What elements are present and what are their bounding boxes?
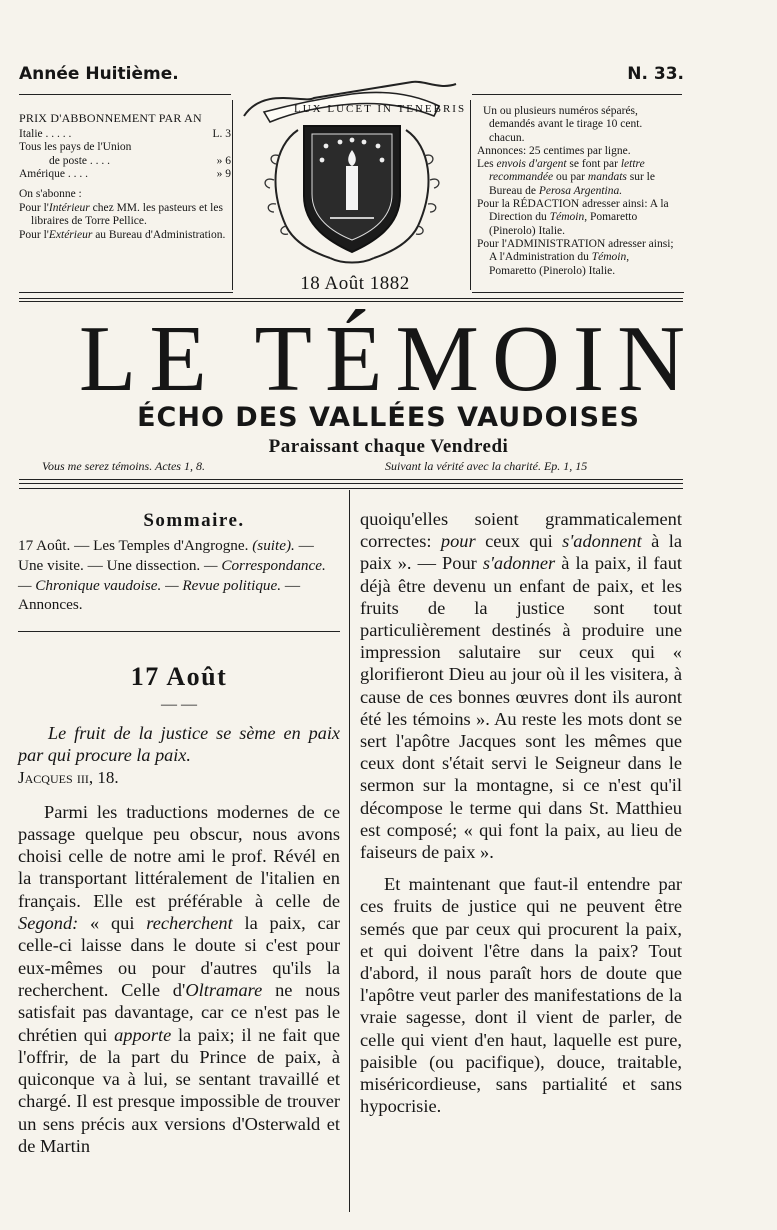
info-numbers: Un ou plusieurs numéros séparés, demandés avant le tirage 10 cent. chacun. bbox=[483, 105, 643, 144]
info-box bbox=[477, 105, 677, 278]
top-rule-left bbox=[19, 94, 231, 95]
info-envois: Les envois d'argent se font par lettre recommandée ou par mandats sur le Bureau de Perosa Argentina. bbox=[477, 158, 655, 197]
motto-left: Vous me serez témoins. Actes 1, 8. bbox=[42, 459, 205, 473]
box-left-bottom-rule bbox=[19, 292, 233, 293]
issue-date: 18 Août 1882 bbox=[300, 273, 410, 294]
article-paragraph: Et maintenant que faut-il entendre par ces fruits de justice qui ne peuvent être semés que par ceux qui procurent la paix, et qui doivent l'être dans la paix? Tout d'abord, il nous paraît hors de doute que l'apôtre veut parler des manifestations de la vraie sagesse, dont il vient de parler, de celle qui vient d'en haut, laquelle est pure, paisible (ou pacifique), douce, traitable, miséricordieuse, sans partialité et sans hypocrisie. bbox=[360, 874, 682, 1117]
article-dashes: — — bbox=[161, 696, 197, 714]
masthead-rule-bottom-2 bbox=[19, 483, 683, 484]
interior-subscription: Pour l'Intérieur chez MM. les pasteurs et les libraires de Torre Pellice. bbox=[19, 201, 223, 228]
emblem-motto: LUX LUCET IN TENEBRIS bbox=[294, 103, 467, 115]
column-divider bbox=[349, 490, 350, 1212]
waldensian-emblem bbox=[234, 76, 470, 272]
box-right-rule bbox=[470, 100, 471, 290]
newspaper-subtitle: ÉCHO DES VALLÉES VAUDOISES bbox=[137, 402, 640, 433]
info-redaction: Pour la RÉDACTION adresser ainsi: A la Direction du Témoin, Pomaretto (Pinerolo) Italie. bbox=[477, 198, 669, 237]
box-right-bottom-rule bbox=[472, 292, 684, 293]
epigraph-reference: Jacques iii, 18. bbox=[18, 767, 119, 787]
right-column bbox=[360, 508, 682, 1117]
info-annonces: Annonces: 25 centimes par ligne. bbox=[477, 144, 631, 157]
masthead-rule-top-2 bbox=[19, 301, 683, 302]
article-paragraph-continued: quoiqu'elles soient grammaticalement correctes: pour ceux qui s'adonnent à la paix ». — Pour s'adonner à la paix, il faut déjà être devenu un enfant de paix, et les fruits de la justice sont tout particulièrement destinés à produire une impression salutaire sur ceux qui « glorifieront Dieu au jour où il les visitera, à cause de ces bonnes œuvres dont ils auront été les témoins ». Au reste les mots dont se sert l'apôtre Jacques sont les mêmes que ceux dont s'était servi le Seigneur dans le sermon sur la montagne, si ce n'est qu'il décompose le terme qui dans St. Matthieu est composé; « qui font la paix, au lieu de faiseurs de paix ». bbox=[360, 509, 683, 863]
sommaire-rule bbox=[18, 631, 340, 632]
subscribe-label: On s'abonne : bbox=[19, 187, 82, 200]
issue-number: N. 33. bbox=[627, 64, 684, 84]
masthead-rule-bottom-3 bbox=[19, 488, 683, 489]
subscription-box bbox=[19, 112, 231, 242]
sommaire-heading: Sommaire. bbox=[143, 510, 245, 531]
subscription-title: PRIX D'ABBONNEMENT PAR AN bbox=[19, 111, 202, 125]
year-label: Année Huitième. bbox=[19, 64, 179, 84]
price-row: Italie . . . . . L. 3 bbox=[19, 127, 231, 140]
masthead-rule-bottom bbox=[19, 479, 683, 480]
sommaire-text: 17 Août. — Les Temples d'Angrogne. (suite). — Une visite. — Une dissection. — Correspondance. — Chronique vaudoise. — Revue politique. — Annonces. bbox=[18, 537, 326, 614]
top-rule-right bbox=[472, 94, 682, 95]
price-row: Tous les pays de l'Union bbox=[19, 141, 132, 154]
periodicity: Paraissant chaque Vendredi bbox=[268, 436, 509, 457]
left-column bbox=[18, 510, 340, 1157]
price-row: de poste . . . . » 6 bbox=[49, 154, 231, 167]
newspaper-title: LE TÉMOIN bbox=[78, 307, 699, 411]
epigraph: Le fruit de la justice se sème en paix par qui procure la paix. bbox=[18, 723, 340, 766]
exterior-subscription: Pour l'Extérieur au Bureau d'Administration. bbox=[19, 228, 226, 241]
article-paragraph: Parmi les traductions modernes de ce passage quelque peu obscur, nous avons choisi celle de notre ami le prof. Révél en la transportant littéralement de l'italien en français. Elle est préférable à celle de Segond: « qui recherchent la paix, car celle-ci laisse dans le doute si c'est pour eux-mêmes ou pour d'autres qu'ils la recherchent. Celle d'Oltramare ne nous satisfait pas davantage, car ce n'est pas le chrétien qui apporte la paix; il ne fait que l'offrir, de la part du Prince de paix, à quiconque va à lui, se sentant travaillé et chargé. Il est presque impossible de trouver un sens précis aux versions d'Osterwald et de Martin bbox=[18, 801, 341, 1157]
masthead-rule-top bbox=[19, 298, 683, 299]
article-heading: 17 Août bbox=[130, 662, 228, 692]
box-left-rule bbox=[232, 100, 233, 290]
info-administration: Pour l'ADMINISTRATION adresser ainsi; A l'Administration du Témoin, Pomaretto (Pinerolo) Italie. bbox=[477, 237, 674, 277]
price-row: Amérique . . . . » 9 bbox=[19, 168, 231, 181]
motto-right: Suivant la vérité avec la charité. Ep. 1, 15 bbox=[385, 459, 588, 473]
